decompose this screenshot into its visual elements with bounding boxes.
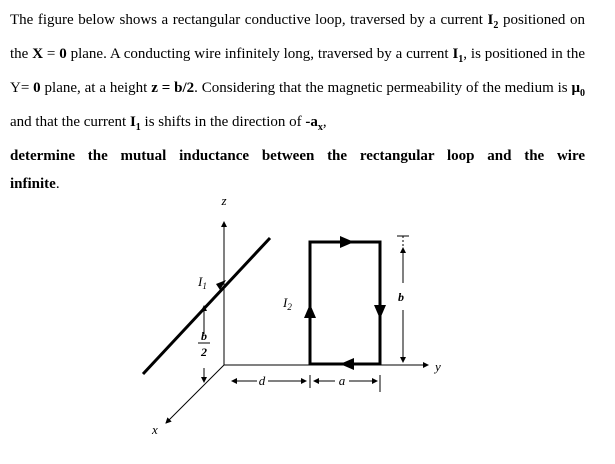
plane-value: 0: [59, 46, 67, 62]
label-bhalf-num: b: [201, 329, 207, 343]
direction-ax: -a: [305, 114, 318, 130]
text-segment: is shifts in the direction of: [140, 114, 306, 130]
current-I1-sub: 1: [135, 122, 141, 133]
text-segment: . Considering that the magnetic permeability of the medium is: [194, 80, 572, 96]
label-I2: $I_2$: [283, 295, 292, 312]
rectangular-loop: [310, 242, 380, 364]
loop-top-arrow: [340, 236, 354, 248]
label-bhalf-den: 2: [201, 345, 207, 359]
loop-bottom-arrow: [340, 358, 354, 370]
text-segment: plane. A conducting wire infinitely long, traversed by a current: [66, 46, 453, 62]
direction-ax-sub: x: [317, 122, 323, 133]
loop-left-arrow: [304, 304, 316, 318]
current-I1: I: [452, 46, 459, 62]
label-y: y: [435, 359, 441, 374]
text-segment: The figure below shows a rectangular conductive loop, traversed by a current: [10, 12, 488, 28]
text-segment: ,: [322, 114, 327, 130]
current-I1: I: [129, 114, 136, 130]
text-segment: positioned on the: [10, 12, 586, 62]
x-axis: [166, 365, 224, 423]
label-x: x: [152, 422, 158, 437]
label-z: z: [221, 193, 227, 208]
label-I1: $I_1$: [198, 274, 207, 291]
loop-right-arrow: [374, 305, 386, 319]
text-segment: , is positioned in the Y=: [10, 46, 585, 96]
text-segment: and that the current: [10, 114, 130, 130]
plane-value: 0: [33, 80, 41, 96]
text-segment: plane, at a height: [40, 80, 152, 96]
mu-sub: 0: [580, 88, 586, 99]
current-I2: I: [487, 12, 494, 28]
current-I2-sub: 2: [493, 20, 499, 31]
plane-X: X: [32, 46, 44, 62]
text-segment: =: [43, 46, 60, 62]
question-text: determine the mutual inductance between the rectangular loop and the wire: [10, 148, 585, 164]
question-period: .: [55, 176, 60, 192]
question-last-word: infinite: [10, 176, 56, 192]
height-expression: z = b/2: [151, 80, 195, 96]
label-b: b: [398, 290, 404, 304]
label-a: a: [338, 373, 346, 388]
mu-symbol: μ: [571, 80, 581, 96]
current-I1-sub: 1: [458, 54, 464, 65]
label-d: d: [258, 373, 266, 388]
